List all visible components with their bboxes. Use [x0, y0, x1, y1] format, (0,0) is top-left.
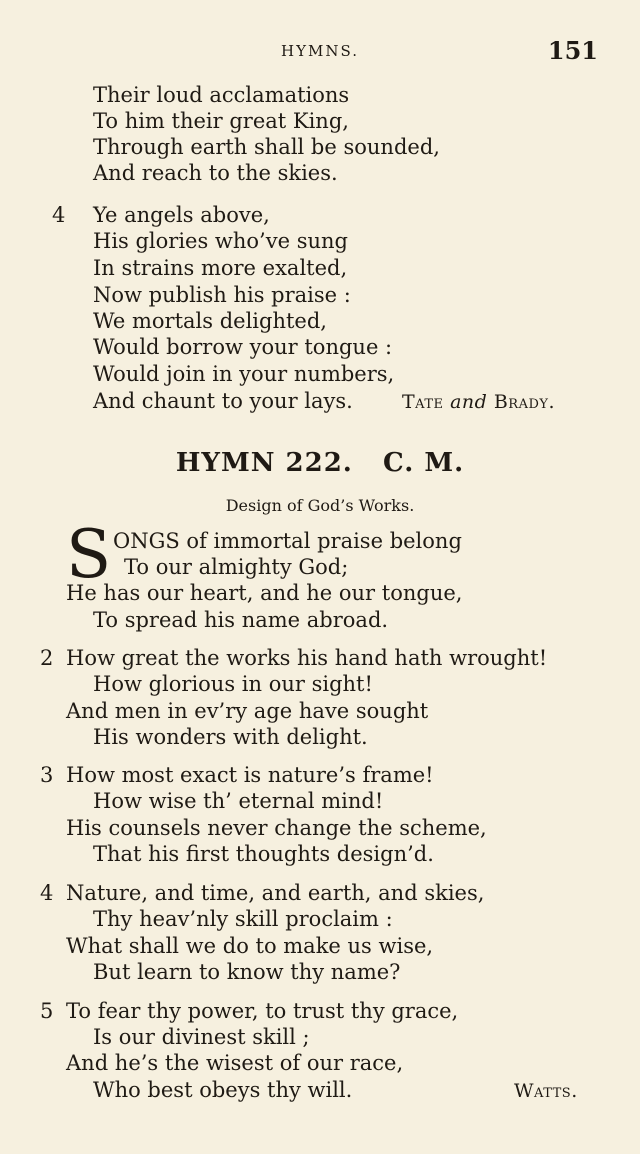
verse-line: His wonders with delight.	[93, 725, 368, 749]
verse-line: Is our divinest skill ;	[93, 1025, 310, 1049]
running-header: HYMNS.	[281, 42, 359, 60]
verse-line: His counsels never change the scheme,	[66, 816, 487, 840]
verse-line: To fear thy power, to trust thy grace,	[66, 999, 459, 1023]
verse-line: But learn to know thy name?	[93, 960, 401, 984]
verse-line: How glorious in our sight!	[93, 672, 373, 696]
verse-line: How wise th’ eternal mind!	[93, 789, 384, 813]
verse-line: To him their great King,	[93, 109, 349, 133]
author-name: Brady.	[493, 391, 556, 413]
verse-line: And chaunt to your lays.	[93, 389, 353, 413]
verse-line: Now publish his praise :	[93, 283, 351, 307]
verse-line: And men in ev’ry age have sought	[66, 699, 429, 723]
verse-line: Their loud acclamations	[93, 83, 350, 107]
verse-line: To our almighty God;	[124, 555, 349, 579]
stanza-number: 4	[40, 881, 54, 905]
verse-line: Would borrow your tongue :	[93, 335, 393, 359]
verse-line: In strains more exalted,	[93, 256, 348, 280]
author-name: Tate	[402, 391, 444, 413]
verse-line: To spread his name abroad.	[93, 608, 389, 632]
verse-line: What shall we do to make us wise,	[66, 934, 434, 958]
author-credit	[402, 389, 555, 415]
verse-line: His glories who’ve sung	[93, 229, 348, 253]
verse-line: Through earth shall be sounded,	[93, 135, 440, 159]
verse-line: And he’s the wisest of our race,	[66, 1051, 404, 1075]
hymn-subtitle: Design of God’s Works.	[225, 496, 415, 515]
verse-line: That his first thoughts design’d.	[93, 842, 434, 866]
stanza-number: 2	[40, 646, 54, 670]
verse-line: We mortals delighted,	[93, 309, 327, 333]
verse-line: Nature, and time, and earth, and skies,	[66, 881, 485, 905]
verse-line: And reach to the skies.	[93, 161, 338, 185]
verse-line: ONGS of immortal praise belong	[113, 529, 462, 553]
verse-line: He has our heart, and he our tongue,	[66, 581, 463, 605]
verse-line: Thy heav’nly skill proclaim :	[93, 907, 393, 931]
drop-cap: S	[66, 516, 112, 593]
stanza-number: 3	[40, 763, 54, 787]
verse-line: Who best obeys thy will.	[93, 1078, 353, 1102]
stanza-number: 5	[40, 999, 54, 1023]
verse-line: Would join in your numbers,	[93, 362, 395, 386]
verse-line: Ye angels above,	[93, 203, 270, 227]
stanza-number: 4	[52, 203, 66, 227]
page-number: 151	[547, 36, 598, 65]
hymn-title: HYMN 222. C. M.	[175, 448, 465, 478]
verse-line: How most exact is nature’s frame!	[66, 763, 434, 787]
author-conjunction: and	[450, 391, 488, 413]
author-credit: Watts.	[514, 1080, 578, 1102]
verse-line: How great the works his hand hath wrought!	[66, 646, 548, 670]
